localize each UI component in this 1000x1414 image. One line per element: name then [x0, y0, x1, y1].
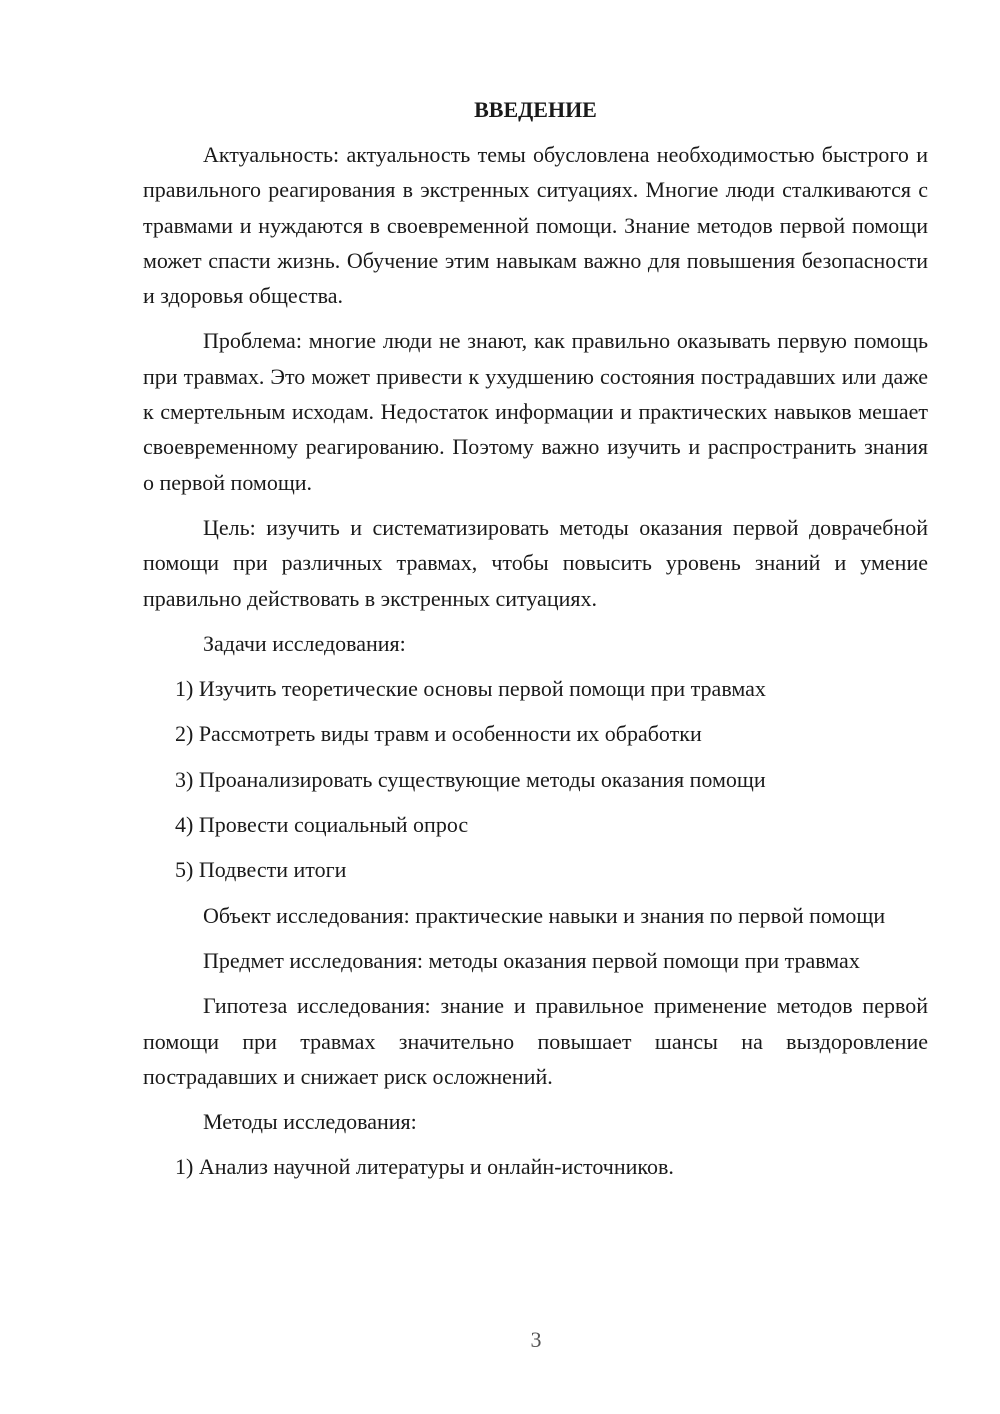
task-item-1: 1) Изучить теоретические основы первой помощи при травмах — [175, 676, 766, 702]
task-item-2: 2) Рассмотреть виды травм и особенности их обработки — [175, 721, 702, 747]
task-item-3: 3) Проанализировать существующие методы оказания помощи — [175, 766, 766, 792]
object-paragraph: Объект исследования: практические навыки и знания по первой помощи — [203, 902, 886, 928]
methods-title: Методы исследования: — [203, 1109, 417, 1135]
method-item-1: 1) Анализ научной литературы и онлайн-источников. — [175, 1154, 674, 1180]
problem-paragraph: Проблема: многие люди не знают, как правильно оказывать первую помощь при травмах. Это может привести к ухудшению состояния пострадавших или даже к смертельным исходам. Недостаток информации и практических навыков мешает своевременному реагированию. Поэтому важно изучить и распространить знания о первой помощи. — [143, 328, 928, 495]
relevance-paragraph: Актуальность: актуальность темы обусловлена необходимостью быстрого и правильного реагирования в экстренных ситуациях. Многие люди сталкиваются с травмами и нуждаются в своевременной помощи. Знание методов первой помощи может спасти жизнь. Обучение этим навыкам важно для повышения безопасности и здоровья общества. — [143, 142, 928, 309]
task-item-4: 4) Провести социальный опрос — [175, 812, 469, 838]
goal-paragraph: Цель: изучить и систематизировать методы оказания первой доврачебной помощи при различных травмах, чтобы повысить уровень знаний и умение правильно действовать в экстренных ситуациях. — [143, 514, 928, 611]
tasks-list — [143, 671, 928, 887]
section-heading: ВВЕДЕНИЕ — [474, 97, 597, 122]
tasks-title: Задачи исследования: — [203, 630, 406, 656]
task-item-5: 5) Подвести итоги — [175, 857, 347, 883]
subject-paragraph: Предмет исследования: методы оказания первой помощи при травмах — [203, 947, 860, 973]
page-content — [143, 92, 928, 1195]
methods-list — [143, 1149, 928, 1184]
hypothesis-paragraph: Гипотеза исследования: знание и правильное применение методов первой помощи при травмах значительно повышает шансы на выздоровление пострадавших и снижает риск осложнений. — [143, 993, 928, 1089]
page-number: 3 — [530, 1327, 542, 1352]
